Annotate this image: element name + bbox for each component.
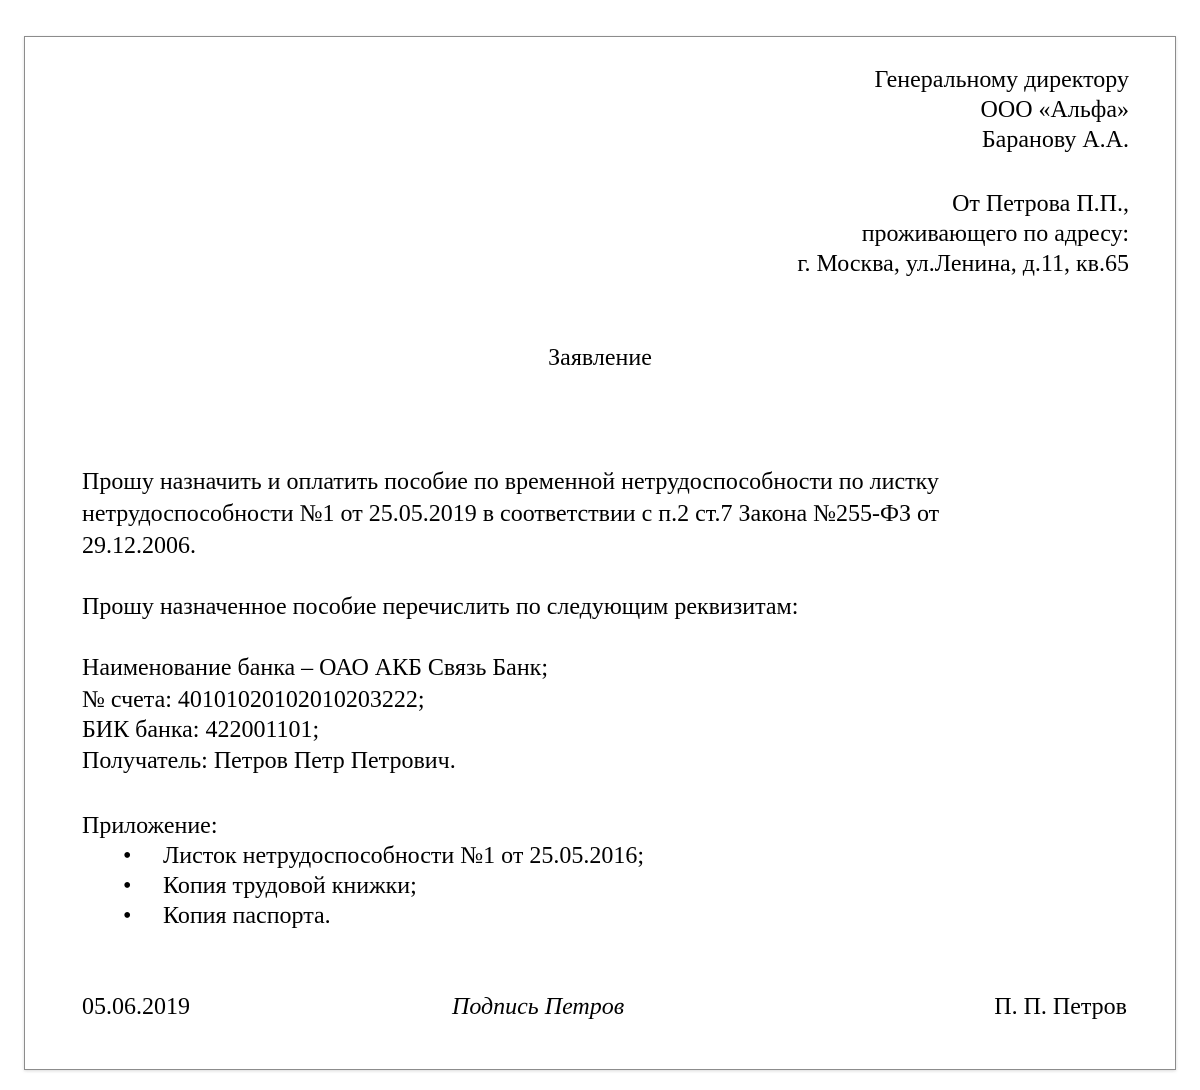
list-item [123, 841, 644, 871]
sender-address: г. Москва, ул.Ленина, д.11, кв.65 [797, 251, 1129, 277]
attachment-item-3: Копия паспорта. [163, 903, 331, 929]
request-line-3: 29.12.2006. [82, 533, 196, 559]
signature: Подпись Петров [452, 994, 625, 1020]
date: 05.06.2019 [82, 994, 190, 1020]
request-line-2: нетрудоспособности №1 от 25.05.2019 в соответствии с п.2 ст.7 Закона №255-ФЗ от [82, 501, 940, 527]
recipient: Получатель: Петров Петр Петрович. [82, 748, 456, 774]
transfer-line: Прошу назначенное пособие перечислить по следующим реквизитам: [82, 594, 799, 620]
account-number: № счета: 40101020102010203222; [82, 687, 425, 713]
sender-line-2: проживающего по адресу: [861, 221, 1129, 247]
list-item [123, 871, 417, 901]
bullet-icon: • [123, 873, 132, 899]
sender-line-1: От Петрова П.П., [952, 191, 1129, 217]
signer-name: П. П. Петров [994, 994, 1127, 1020]
document-title: Заявление [548, 345, 652, 371]
list-item [123, 901, 331, 931]
attachment-item-2: Копия трудовой книжки; [163, 873, 417, 899]
addressee-line-1: Генеральному директору [874, 67, 1129, 93]
document-page [24, 36, 1176, 1070]
request-line-1: Прошу назначить и оплатить пособие по временной нетрудоспособности по листку [82, 469, 939, 495]
addressee-line-3: Баранову А.А. [981, 127, 1129, 153]
attachments-label: Приложение: [82, 813, 218, 839]
attachment-item-1: Листок нетрудоспособности №1 от 25.05.2016; [163, 843, 644, 869]
bullet-icon: • [123, 843, 132, 869]
bank-name: Наименование банка – ОАО АКБ Связь Банк; [82, 655, 548, 681]
addressee-line-2: ООО «Альфа» [980, 97, 1129, 123]
bank-bik: БИК банка: 422001101; [82, 717, 320, 743]
bullet-icon: • [123, 903, 132, 929]
